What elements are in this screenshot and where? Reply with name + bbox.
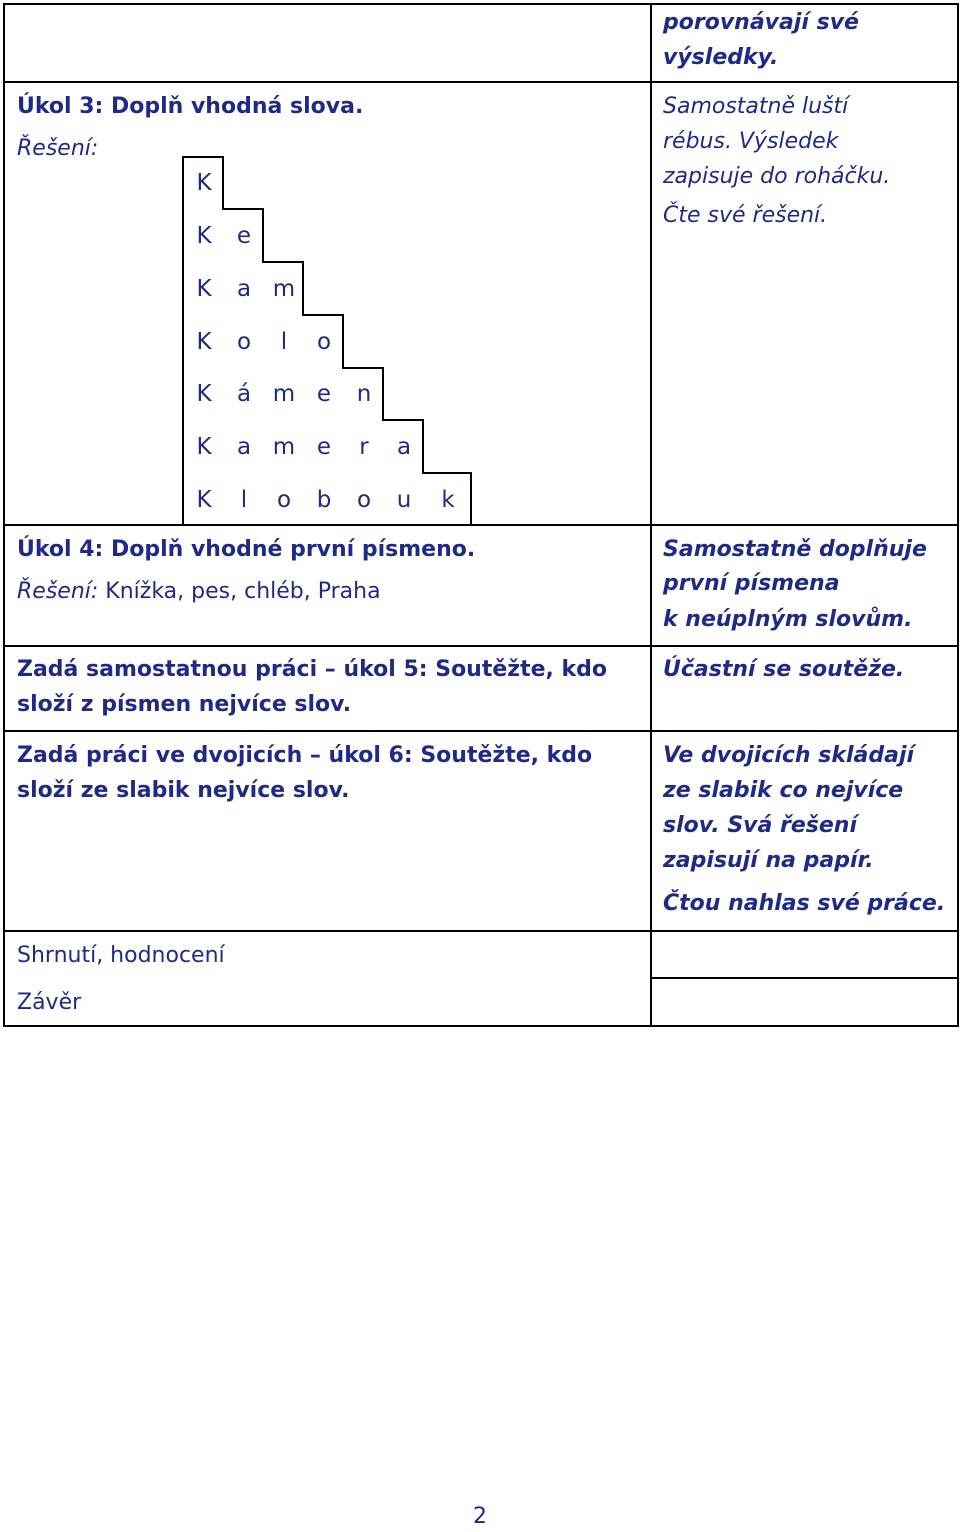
rebus-letter: m [272, 276, 296, 302]
rebus-letter: K [196, 381, 212, 407]
rebus-letter: b [316, 487, 332, 513]
rebus-letter: r [359, 434, 369, 460]
rebus-letter: K [196, 170, 212, 196]
summary-label: Shrnutí, hodnocení [17, 943, 225, 968]
rebus-letter: a [236, 276, 252, 302]
rebus-row [182, 368, 472, 421]
rebus-row [182, 421, 472, 474]
table-border-right [957, 3, 959, 1027]
rebus-letter: K [196, 487, 212, 513]
rebus-letter: e [316, 381, 332, 407]
rebus-letter: o [356, 487, 372, 513]
table-border-bottom [3, 1025, 959, 1027]
row-divider [3, 81, 959, 83]
rebus-row [182, 316, 472, 369]
rebus-row [182, 474, 472, 527]
rebus-letter: m [272, 381, 296, 407]
rebus-letter: u [396, 487, 412, 513]
row-divider [3, 730, 959, 732]
task4-solution-label: Řešení: [17, 579, 99, 604]
rebus-letter: K [196, 223, 212, 249]
rebus-letter: l [240, 487, 248, 513]
rebus-letter: a [236, 434, 252, 460]
rebus-letter: m [272, 434, 296, 460]
row-divider [3, 930, 959, 932]
rebus-letter: k [441, 487, 455, 513]
task6-right-line-1: Ve dvojicích skládají [663, 743, 915, 768]
task6-line-2: složí ze slabik nejvíce slov. [17, 778, 350, 803]
task5-line-2: složí z písmen nejvíce slov. [17, 692, 352, 717]
task3-solution-label: Řešení: [17, 136, 99, 161]
conclusion-label: Závěr [17, 990, 82, 1015]
task4-right-line-2: první písmena [663, 571, 840, 596]
rebus-letter: o [276, 487, 292, 513]
rebus-row [182, 263, 472, 316]
rebus-letter: e [236, 223, 252, 249]
rebus-row [182, 210, 472, 263]
task4-solution [17, 574, 381, 609]
table-border-left [3, 3, 5, 1027]
page-number: 2 [473, 1504, 487, 1529]
task3-right-line-1: Samostatně luští [663, 94, 849, 119]
row-divider [3, 645, 959, 647]
task6-right-line-2: ze slabik co nejvíce [663, 778, 904, 803]
task3-title: Úkol 3: Doplň vhodná slova. [17, 94, 364, 119]
task5-right-line-1: Účastní se soutěže. [663, 657, 905, 682]
rebus-letter: e [316, 434, 332, 460]
row-divider [650, 977, 959, 979]
top-right-line-2: výsledky. [663, 45, 779, 70]
task3-right-line-2: rébus. Výsledek [663, 129, 839, 154]
task4-title: Úkol 4: Doplň vhodné první písmeno. [17, 537, 476, 562]
task6-right-line-4: zapisují na papír. [663, 848, 874, 873]
task4-right-line-3: k neúplným slovům. [663, 607, 913, 632]
rebus-grid [182, 156, 472, 526]
task3-right-line-4: Čte své řešení. [663, 203, 828, 228]
task4-solution-text: Knížka, pes, chléb, Praha [105, 579, 381, 604]
top-right-line-1: porovnávají své [663, 10, 859, 35]
rebus-row [182, 157, 472, 210]
rebus-letter: K [196, 329, 212, 355]
table-column-divider [650, 3, 652, 1027]
task4-right-line-1: Samostatně doplňuje [663, 537, 927, 562]
rebus-letter: l [280, 329, 288, 355]
task6-right-line-3: slov. Svá řešení [663, 813, 857, 838]
row-divider [3, 524, 959, 526]
rebus-letter: o [236, 329, 252, 355]
task6-right-line-5: Čtou nahlas své práce. [663, 891, 946, 916]
rebus-letter: K [196, 276, 212, 302]
task3-right-line-3: zapisuje do roháčku. [663, 164, 891, 189]
rebus-letter: K [196, 434, 212, 460]
rebus-letter: á [236, 381, 252, 407]
task5-line-1: Zadá samostatnou práci – úkol 5: Soutěžte, kdo [17, 657, 608, 682]
rebus-letter: o [316, 329, 332, 355]
rebus-letter: a [396, 434, 412, 460]
task6-line-1: Zadá práci ve dvojicích – úkol 6: Soutěžte, kdo [17, 743, 593, 768]
rebus-letter: n [356, 381, 372, 407]
